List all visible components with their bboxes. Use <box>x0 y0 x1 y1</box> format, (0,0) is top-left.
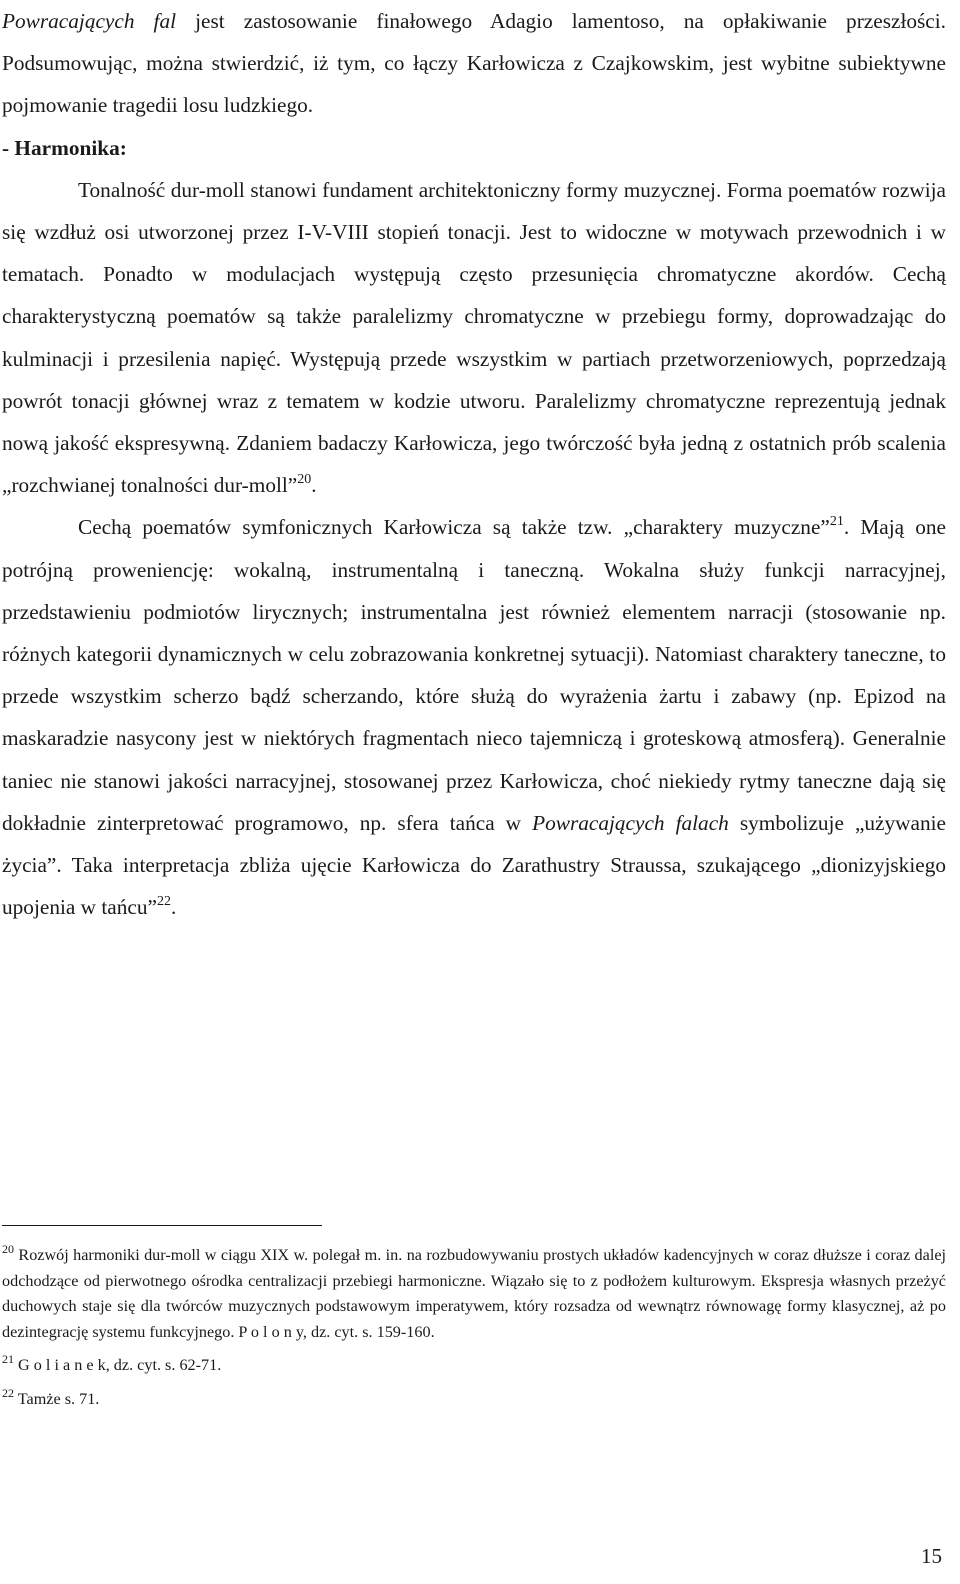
paragraph-1-text: jest zastosowanie finałowego Adagio lamentoso, na opłakiwanie przeszłości. Podsumowując, można stwierdzić, iż tym, co łączy Karłowicza z Czajkowskim, jest wybitne subiektywne pojmowanie tragedii losu ludzkiego. <box>2 9 946 118</box>
footnote-number: 21 <box>2 1352 14 1367</box>
paragraph-3 <box>2 506 946 928</box>
footnote-text: G o l i a n e k, dz. cyt. s. 62-71. <box>14 1356 222 1375</box>
work-title-2: Powracających falach <box>532 810 729 835</box>
page-number: 15 <box>921 1544 942 1568</box>
footnote-text: Tamże s. 71. <box>14 1389 100 1408</box>
section-heading: - Harmonika: <box>2 135 127 160</box>
main-text <box>2 0 946 928</box>
footnote-ref-22: 22 <box>156 894 171 910</box>
paragraph-2 <box>2 169 946 507</box>
paragraph-2-text: Tonalność dur-moll stanowi fundament architektoniczny formy muzycznej. Forma poematów rozwija się wzdłuż osi utworzonej przez I-V-VIII stopień tonacji. Jest to widoczne w motywach przewodnich i w tematach. Ponadto w modulacjach występują często przesunięcia chromatyczne akordów. Cechą charakterystyczną poematów są także paralelizmy chromatyczne w przebiegu formy, doprowadzając do kulminacji i przesilenia napięć. Występują przede wszystkim w partiach przetworzeniowych, poprzedzają powrót tonacji głównej wraz z tematem w kodzie utworu. Paralelizmy chromatyczne reprezentują jednak nową jakość ekspresywną. Zdaniem badaczy Karłowicza, jego twórczość była jedną z ostatnich prób scalenia „rozchwianej tonalności dur-moll” <box>2 177 946 498</box>
paragraph-2-end: . <box>311 473 317 498</box>
work-title: Powracających fal <box>2 9 177 33</box>
footnote-ref-21: 21 <box>829 514 844 530</box>
footnote-21 <box>2 1353 946 1379</box>
footnote-separator <box>2 1225 322 1226</box>
paragraph-3-text-c: symbolizuje „używanie życia”. Taka interpretacja zbliża ujęcie Karłowicza do Zarathustry Straussa, szukającego „dionizyjskiego upojenia w tańcu” <box>2 810 947 920</box>
footnotes <box>2 1243 946 1421</box>
paragraph-3-end: . <box>170 895 177 920</box>
footnote-text: Rozwój harmoniki dur-moll w ciągu XIX w. polegał m. in. na rozbudowywaniu prostych układów kadencyjnych w coraz dłuższe i coraz dalej odchodzące od pierwotnego ośrodka centralizacji przebiegi harmoniczne. Wiązało się to z podłożem kulturowym. Ekspresja własnych przeżyć duchowych staje się dla twórców muzycznych podstawowym imperatywem, który rozsadza od wewnątrz równowagę formy klasycznej, aż po dezintegrację systemu funkcyjnego. P o l o n y, dz. cyt. s. 159-160. <box>2 1246 946 1341</box>
footnote-22 <box>2 1387 946 1413</box>
paragraph-3-text-b: . Mają one potrójną proweniencję: wokalną, instrumentalną i taneczną. Wokalna służy funkcji narracyjnej, przedstawieniu podmiotów lirycznych; instrumentalna jest również elementem narracji (stosowanie np. różnych kategorii dynamicznych w celu zobrazowania konkretnej sytuacji). Natomiast charaktery taneczne, to przede wszystkim scherzo bądź scherzando, które służą do wyrażenia żartu i zabawy (np. Epizod na maskaradzie nasycony jest w niektórych fragmentach nieco tajemniczą i groteskową atmosferą). Generalnie taniec nie stanowi jakości narracyjnej, stosowanej przez Karłowicza, choć niekiedy rytmy taneczne dają się dokładnie zinterpretować programowo, np. sfera tańca w <box>2 515 946 835</box>
paragraph-3-text-a: Cechą poematów symfonicznych Karłowicza są także tzw. „charaktery muzyczne” <box>78 515 830 540</box>
paragraph-1 <box>2 0 946 127</box>
footnote-ref-20: 20 <box>297 472 312 488</box>
footnote-number: 22 <box>2 1385 14 1400</box>
footnote-number: 20 <box>2 1242 14 1256</box>
footnote-20 <box>2 1243 946 1345</box>
